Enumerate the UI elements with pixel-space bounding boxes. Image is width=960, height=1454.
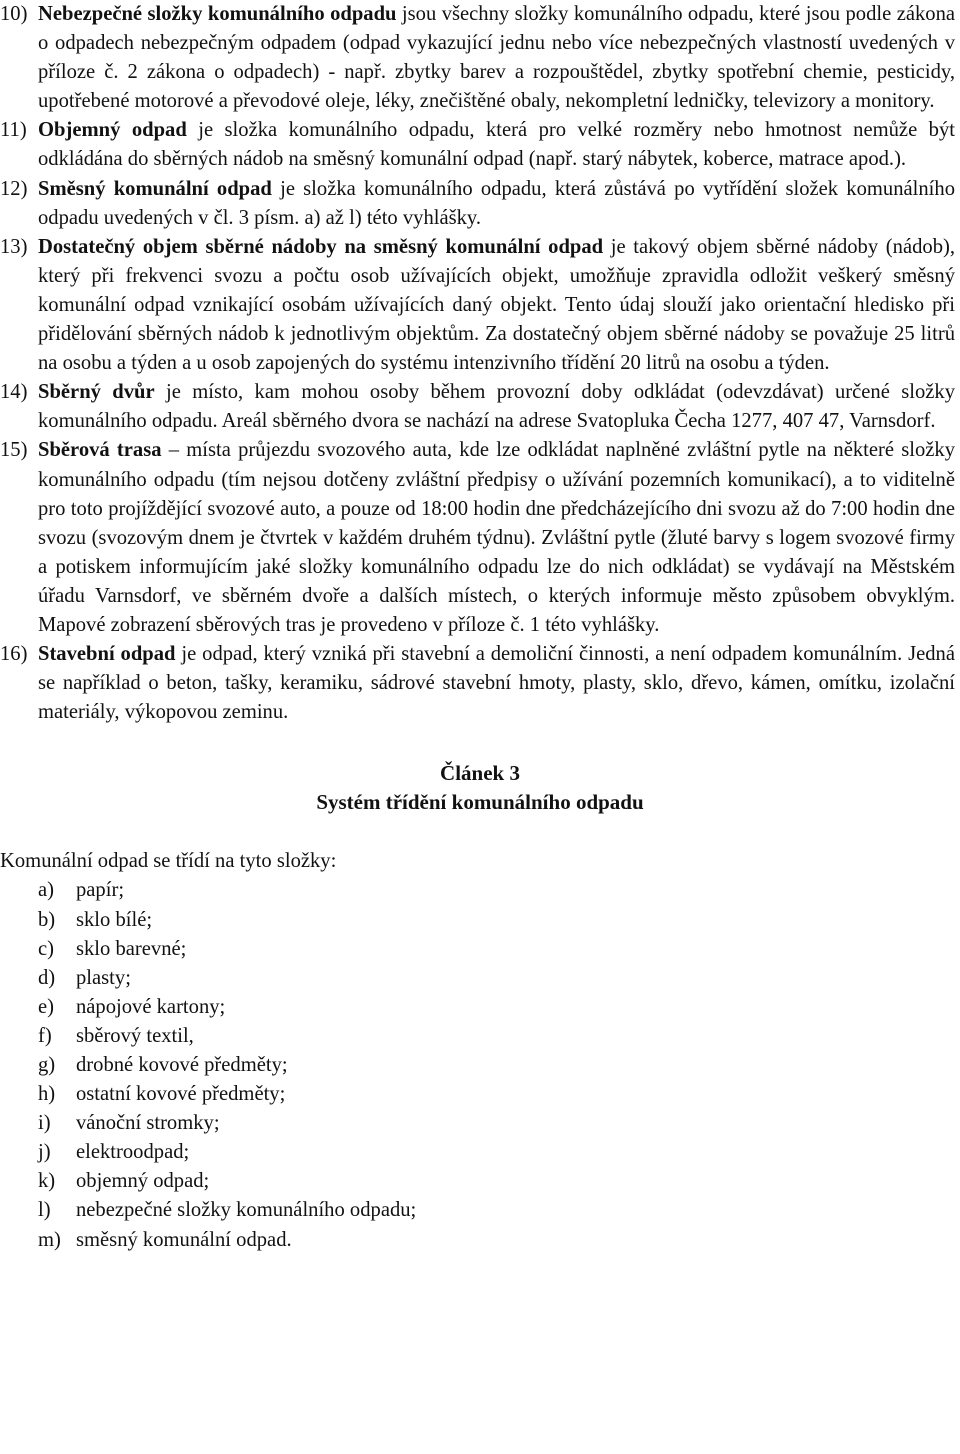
category-letter: g) (38, 1054, 56, 1076)
category-item (0, 1226, 960, 1255)
categories-list (0, 876, 960, 1254)
category-text: nápojové kartony; (76, 995, 226, 1018)
definition-term: Sběrová trasa (38, 439, 162, 462)
definition-text: jsou všechny složky komunálního odpadu, které jsou podle zákona o odpadech nebezpečným odpadem (odpad vykazující jednu nebo více nebezpečných vlastností uvedených v příloze č. 2 zákona o odpadech) - např. zbytky barev a rozpouštědel, zbytky spotřební chemie, pesticidy, upotřebené motorové a převodové oleje, léky, znečištěné obaly, nekompletní ledničky, televizory a monitory. (38, 3, 956, 113)
category-item (0, 935, 960, 964)
definition-item (0, 436, 955, 640)
category-text: elektroodpad; (76, 1141, 190, 1164)
definition-number: 14) (0, 381, 28, 404)
category-text: nebezpečné složky komunálního odpadu; (76, 1199, 417, 1222)
definition-text: je složka komunálního odpadu, která zůstává po vytřídění složek komunálního odpadu uvedených v čl. 3 písm. a) až l) této vyhlášky. (38, 177, 955, 229)
category-letter: j) (38, 1141, 51, 1164)
definition-number: 10) (0, 3, 28, 25)
category-letter: k) (38, 1170, 56, 1193)
definition-number: 13) (0, 235, 28, 258)
definition-item (0, 0, 955, 116)
category-letter: d) (38, 966, 56, 989)
definition-text: – místa průjezdu svozového auta, kde lze odkládat naplněné zvláštní pytle na některé složky komunálního odpadu (tím nejsou dotčeny zvláštní předpisy o užívání pozemních komunikací), a to viditelně pro toto projíždějící svozové auto, a pouze od 18:00 hodin dne předcházejícího dni svozu až do 7:00 hodin dne svozu (svozovým dnem je čtvrtek v každém druhém týdnu). Zvláštní pytle (žluté barvy s logem svozové firmy a potiskem informujícím jaké složky komunálního odpadu lze do nich odkládat) se vydávají na Městském úřadu Varnsdorf, ve sběrném dvoře a dalších místech, o kterých informuje město způsobem obvyklým. Mapové zobrazení sběrových tras je provedeno v příloze č. 1 této vyhlášky. (38, 439, 955, 636)
category-text: sběrový textil, (76, 1024, 194, 1047)
category-item (0, 1138, 960, 1167)
category-text: papír; (76, 879, 125, 902)
category-item (0, 1022, 960, 1051)
definition-item (0, 233, 955, 378)
category-item (0, 993, 960, 1022)
category-text: sklo bílé; (76, 908, 153, 931)
category-letter: l) (38, 1199, 51, 1222)
category-letter: b) (38, 908, 56, 931)
definition-text: je odpad, který vzniká při stavební a demoliční činnosti, a není odpadem komunálním. Jedná se například o beton, tašky, keramiku, sádrové stavební hmoty, plasty, sklo, dřevo, kámen, omítku, izolační materiály, výkopovou zeminu. (38, 643, 955, 724)
category-item (0, 1109, 960, 1138)
definition-term: Sběrný dvůr (38, 381, 155, 404)
article-title: Systém třídění komunálního odpadu (316, 790, 644, 815)
definition-number: 12) (0, 177, 28, 200)
definition-term: Objemný odpad (38, 119, 187, 142)
category-item (0, 906, 960, 935)
definition-term: Stavební odpad (38, 643, 176, 666)
definition-number: 16) (0, 643, 28, 666)
category-text: drobné kovové předměty; (76, 1054, 288, 1076)
category-text: směsný komunální odpad. (76, 1228, 292, 1251)
category-item (0, 1080, 960, 1109)
definition-number: 15) (0, 439, 28, 462)
category-item (0, 1051, 960, 1080)
category-text: plasty; (76, 966, 131, 989)
category-item (0, 1167, 960, 1196)
category-text: objemný odpad; (76, 1170, 210, 1193)
article-number: Článek 3 (440, 761, 520, 786)
category-text: sklo barevné; (76, 937, 187, 960)
definition-item (0, 378, 955, 436)
category-letter: m) (38, 1228, 61, 1251)
definition-term: Dostatečný objem sběrné nádoby na směsný komunální odpad (38, 235, 604, 258)
category-item (0, 964, 960, 993)
category-text: ostatní kovové předměty; (76, 1083, 286, 1106)
category-letter: f) (38, 1024, 52, 1047)
definition-text: je složka komunálního odpadu, která pro velké rozměry nebo hmotnost nemůže být odkládána do sběrných nádob na směsný komunální odpad (např. starý nábytek, koberce, matrace apod.). (38, 119, 955, 171)
definition-number: 11) (0, 119, 27, 142)
category-item (0, 1196, 960, 1225)
definition-text: je takový objem sběrné nádoby (nádob), který při frekvenci svozu a počtu osob užívajících objekt, umožňuje zpravidla odložit veškerý směsný komunální odpad vznikající osobám užívajících daný objekt. Tento údaj slouží jako orientační hledisko při přidělování sběrných nádob k jednotlivým objektům. Za dostatečný objem sběrné nádoby se považuje 25 litrů na osobu a týden a u osob zapojených do systému intenzivního třídění 20 litrů na osobu a týden. (38, 235, 956, 375)
category-letter: c) (38, 937, 54, 960)
definition-item (0, 175, 955, 233)
definition-term: Směsný komunální odpad (38, 177, 272, 200)
category-item (0, 876, 960, 905)
category-letter: i) (38, 1112, 51, 1135)
category-letter: a) (38, 879, 54, 902)
definition-item (0, 116, 955, 174)
definition-text: je místo, kam mohou osoby během provozní doby odkládat (odevzdávat) určené složky komunálního odpadu. Areál sběrného dvora se nachází na adrese Svatopluka Čecha 1277, 407 47, Varnsdorf. (38, 381, 956, 433)
category-letter: e) (38, 995, 54, 1018)
definition-item (0, 640, 955, 727)
category-text: vánoční stromky; (76, 1112, 220, 1135)
category-letter: h) (38, 1083, 56, 1106)
definition-term: Nebezpečné složky komunálního odpadu (38, 3, 397, 25)
categories-intro: Komunální odpad se třídí na tyto složky: (0, 850, 337, 873)
